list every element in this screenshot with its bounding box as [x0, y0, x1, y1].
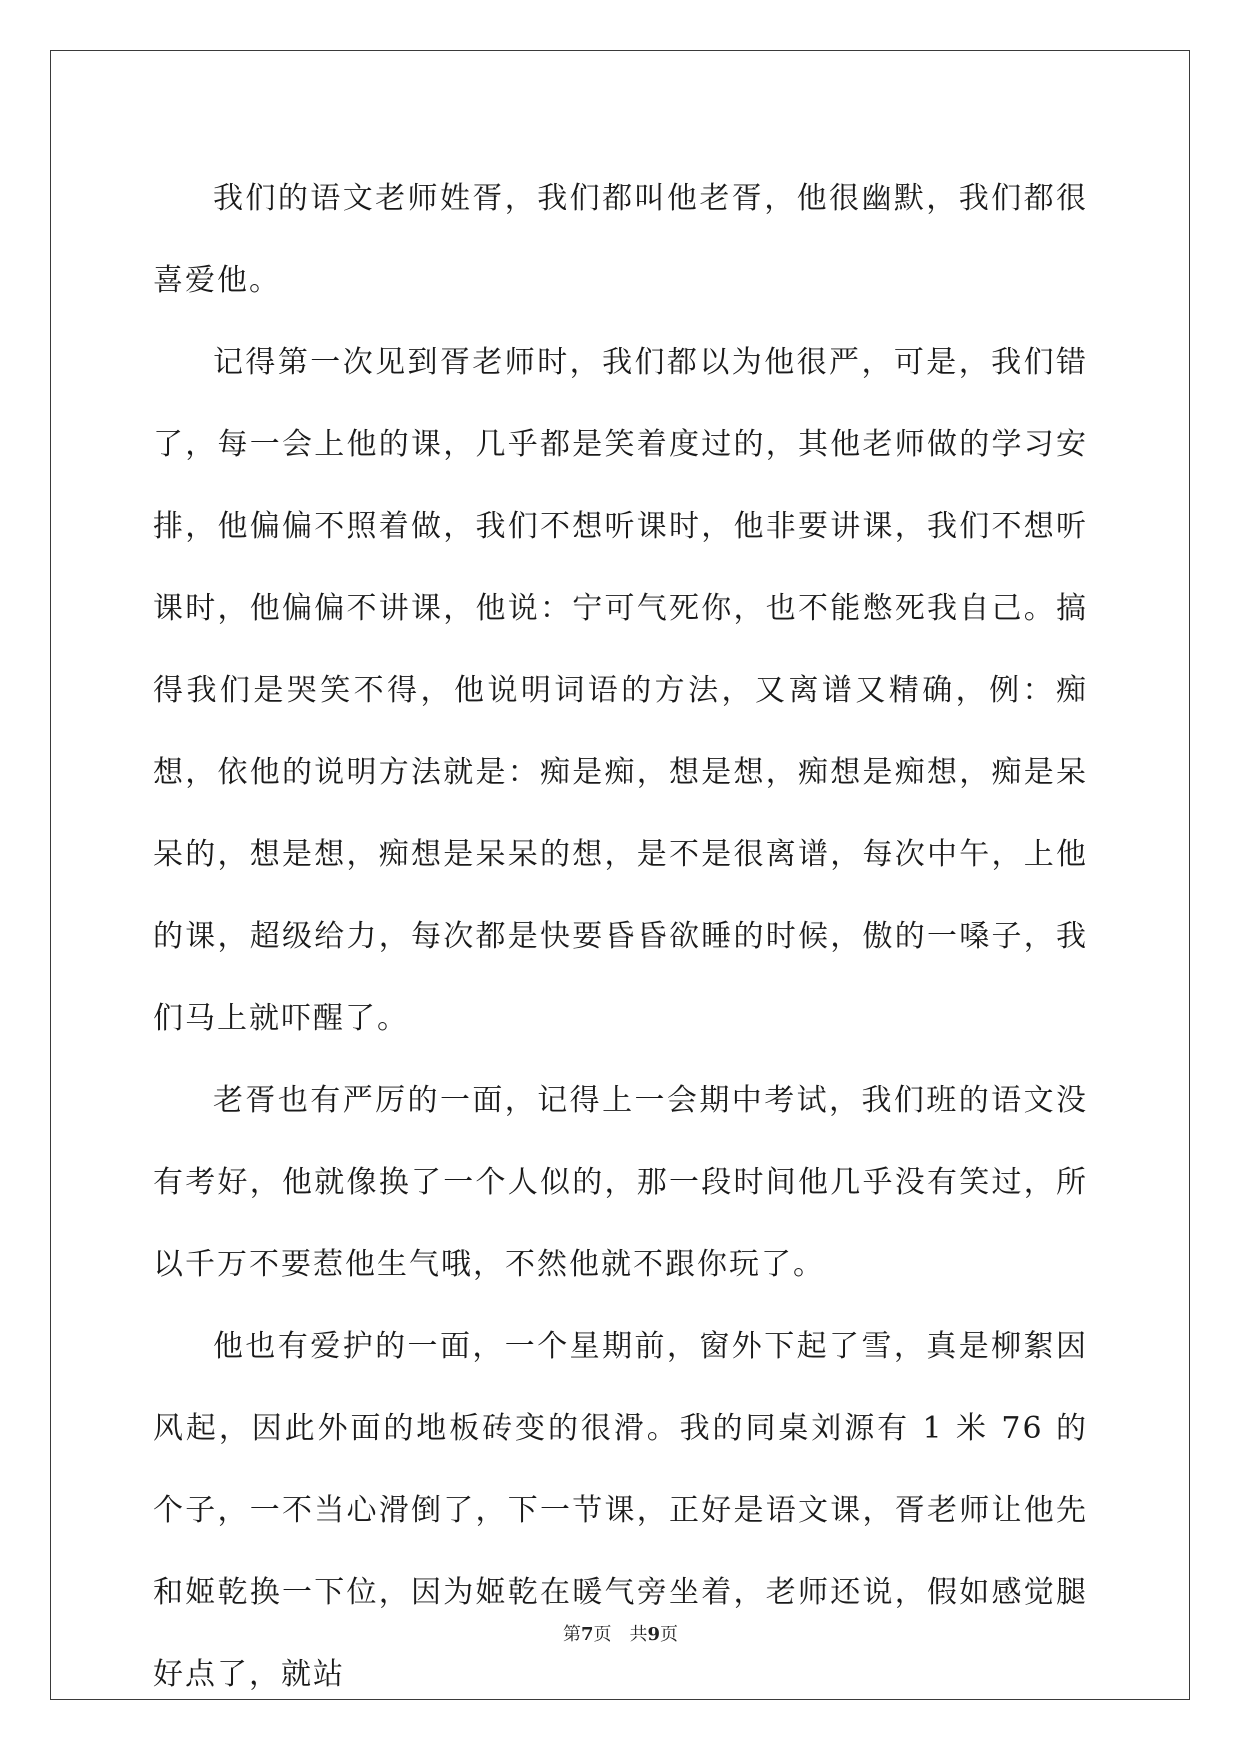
paragraph-4: 他也有爱护的一面，一个星期前，窗外下起了雪，真是柳絮因风起，因此外面的地板砖变的很滑。我的同桌刘源有 1 米 76 的个子，一不当心滑倒了，下一节课，正好是语文课，胥老师让他先和姬乾换一下位，因为姬乾在暖气旁坐着，老师还说，假如感觉腿好点了，就站 [153, 1329, 1088, 1692]
footer-prefix: 第 [562, 1624, 581, 1645]
document-body [153, 158, 1088, 1716]
footer-total-prefix: 共 [629, 1624, 648, 1645]
page-footer [0, 1620, 1241, 1646]
total-page-number: 9 [647, 1624, 661, 1645]
footer-total-suffix: 页 [660, 1624, 679, 1645]
footer-page-suffix: 页 [593, 1624, 612, 1645]
paragraph-2: 记得第一次见到胥老师时，我们都以为他很严，可是，我们错了，每一会上他的课，几乎都是笑着度过的，其他老师做的学习安排，他偏偏不照着做，我们不想听课时，他非要讲课，我们不想听课时，他偏偏不讲课，他说：宁可气死你，也不能憋死我自己。搞得我们是哭笑不得，他说明词语的方法，又离谱又精确，例：痴想，依他的说明方法就是：痴是痴，想是想，痴想是痴想，痴是呆呆的，想是想，痴想是呆呆的想，是不是很离谱，每次中午，上他的课，超级给力，每次都是快要昏昏欲睡的时候，傲的一嗓子，我们马上就吓醒了。 [153, 345, 1088, 1036]
paragraph-3: 老胥也有严厉的一面，记得上一会期中考试，我们班的语文没有考好，他就像换了一个人似的，那一段时间他几乎没有笑过，所以千万不要惹他生气哦，不然他就不跟你玩了。 [153, 1083, 1088, 1282]
current-page-number: 7 [580, 1624, 594, 1645]
paragraph-1: 我们的语文老师姓胥，我们都叫他老胥，他很幽默，我们都很喜爱他。 [153, 181, 1088, 298]
